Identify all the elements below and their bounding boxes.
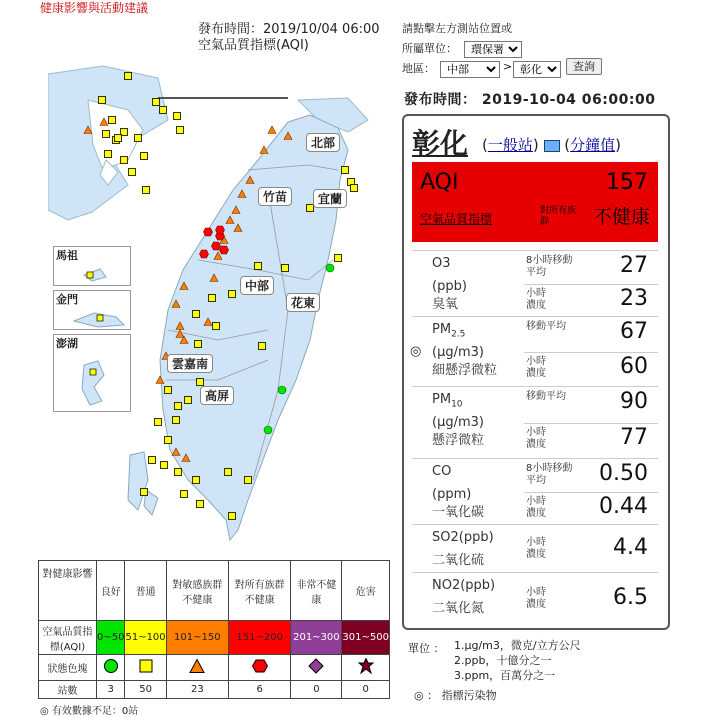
station-marker-moderate[interactable]	[229, 513, 236, 520]
station-marker-unhealthy[interactable]	[204, 228, 213, 236]
pollutant-name	[432, 463, 484, 522]
station-marker-moderate[interactable]	[160, 107, 167, 114]
county-select[interactable]	[513, 58, 561, 78]
conc-label: 小時濃度	[526, 537, 546, 560]
station-marker-moderate[interactable]	[175, 469, 182, 476]
avg-label: 移動平均	[526, 321, 566, 332]
station-marker-moderate[interactable]	[155, 419, 162, 426]
avg-value: 27	[620, 253, 648, 278]
pollutant-row	[412, 458, 658, 524]
legend-row-shape: 狀態色塊	[39, 655, 97, 681]
instruction-text: 請點擊左方測站位置或	[402, 22, 512, 35]
legend-row-aqi: 空氣品質指標(AQI)	[39, 621, 97, 655]
station-marker-unhealthy[interactable]	[212, 242, 221, 250]
aqi-label: AQI	[420, 170, 459, 195]
inset-matsu[interactable]	[53, 246, 131, 286]
legend-count: 23	[166, 681, 228, 699]
legend-level-label: 良好	[97, 561, 125, 621]
region-label-gaoping[interactable]: 高屏	[200, 386, 234, 405]
station-marker-good[interactable]	[326, 264, 334, 272]
aqi-status: 不健康	[592, 206, 650, 228]
pollutant-chinese-name: 二氧化氮	[432, 600, 485, 616]
station-marker-moderate[interactable]	[335, 255, 342, 262]
legend-triangle-icon	[166, 655, 228, 681]
map-publish-time: 發布時間：2019/10/04 06:00	[198, 22, 380, 37]
aqi-box	[412, 162, 658, 242]
station-marker-moderate[interactable]	[255, 263, 262, 270]
conc-value: 23	[620, 286, 648, 311]
station-marker-moderate[interactable]	[213, 323, 220, 330]
station-marker-moderate[interactable]	[174, 113, 181, 120]
station-type: (一般站) (分鐘值)	[482, 136, 621, 154]
legend-count: 0	[342, 681, 390, 699]
pollutant-chinese-name: 臭氧	[432, 296, 459, 312]
pollutant-row	[412, 524, 658, 572]
region-label-zhumiao[interactable]: 竹苗	[258, 187, 292, 206]
station-marker-good[interactable]	[264, 426, 272, 434]
health-advice-link[interactable]: 健康影響與活動建議	[40, 1, 149, 15]
region-label: 地區：	[402, 62, 435, 75]
avg-value: 0.50	[599, 461, 648, 486]
pollutant-unit: (ppm)	[432, 486, 472, 502]
agency-select[interactable]	[464, 38, 522, 58]
region-label-central[interactable]: 中部	[240, 276, 274, 295]
station-marker-moderate[interactable]	[209, 295, 216, 302]
legend-header: 對健康影響	[39, 561, 97, 621]
station-marker-moderate[interactable]	[103, 131, 110, 138]
station-marker-moderate[interactable]	[177, 127, 184, 134]
pollutant-row	[412, 572, 658, 624]
indicator-marker: ◎	[410, 344, 422, 359]
station-marker-moderate[interactable]	[121, 157, 128, 164]
aqi-value: 157	[606, 170, 648, 195]
station-marker-unhealthy[interactable]	[200, 250, 209, 258]
arrow-separator: >	[503, 60, 513, 73]
region-select[interactable]	[440, 58, 500, 78]
station-marker-moderate[interactable]	[135, 135, 142, 142]
station-marker-moderate[interactable]	[143, 187, 150, 194]
conc-label: 小時濃度	[526, 356, 546, 379]
conc-label: 小時濃度	[526, 496, 546, 519]
conc-label: 小時濃度	[526, 587, 546, 610]
station-marker-moderate[interactable]	[141, 489, 148, 496]
query-button[interactable]: 查詢	[566, 58, 602, 75]
row-divider	[524, 492, 658, 493]
station-marker-moderate[interactable]	[161, 462, 168, 469]
legend-range: 151~200	[229, 621, 291, 655]
pollutant-symbol: PM	[432, 392, 452, 407]
station-marker-moderate[interactable]	[185, 397, 192, 404]
station-marker-moderate[interactable]	[259, 343, 266, 350]
legend-circle-icon	[97, 655, 125, 681]
legend-level-label: 對敏感族群不健康	[166, 561, 228, 621]
conc-label: 小時濃度	[526, 427, 546, 450]
legend-square-icon	[125, 655, 166, 681]
avg-value: 67	[620, 319, 648, 344]
map-index-name: 空氣品質指標(AQI)	[198, 38, 309, 53]
marker-note: ◎ ： 指標污染物	[414, 689, 497, 702]
station-marker-good[interactable]	[278, 386, 286, 394]
station-panel	[402, 114, 670, 630]
station-marker-moderate[interactable]	[165, 387, 172, 394]
pollutant-name	[432, 577, 495, 618]
row-divider	[524, 352, 658, 353]
region-label-huadong[interactable]: 花東	[286, 293, 320, 312]
agency-label: 所屬單位：	[402, 42, 457, 55]
aqi-legend-table	[38, 560, 390, 699]
aqi-full-name: 空氣品質指標	[420, 212, 493, 226]
station-marker-moderate[interactable]	[229, 291, 236, 298]
pollutant-symbol: SO2(ppb)	[432, 530, 494, 545]
conc-value: 60	[620, 354, 648, 379]
unit-line-1: 1.μg/m3，微克/立方公尺	[454, 639, 581, 652]
legend-range: 101~150	[166, 621, 228, 655]
invalid-data-note: ◎ 有效數據不足：0站	[40, 706, 139, 717]
chart-icon[interactable]	[544, 140, 560, 152]
region-label-yunjianan[interactable]: 雲嘉南	[167, 354, 213, 373]
station-type-link[interactable]: 一般站	[487, 136, 533, 154]
pollutant-symbol: NO2(ppb)	[432, 578, 496, 593]
station-marker-moderate[interactable]	[245, 477, 252, 484]
penghu-island	[54, 335, 132, 413]
legend-level-label: 危害	[342, 561, 390, 621]
legend-range: 301~500	[342, 621, 390, 655]
legend-count: 3	[97, 681, 125, 699]
pollutant-chinese-name: 一氧化碳	[432, 504, 485, 520]
pollutant-row	[412, 316, 658, 386]
station-marker-moderate[interactable]	[197, 501, 204, 508]
pollutant-chinese-name: 細懸浮微粒	[432, 362, 498, 378]
avg-value: 90	[620, 389, 648, 414]
legend-count: 50	[125, 681, 166, 699]
legend-hexagon-icon	[229, 655, 291, 681]
pollutant-symbol: CO	[432, 464, 452, 479]
inset-label: 金門	[56, 293, 78, 306]
avg-label: 8小時移動平均	[526, 463, 573, 486]
units-lines	[454, 638, 581, 683]
legend-diamond-icon	[291, 655, 342, 681]
pollutant-row	[412, 250, 658, 316]
station-marker-moderate[interactable]	[193, 477, 200, 484]
conc-value: 6.5	[613, 585, 648, 610]
legend-count: 0	[291, 681, 342, 699]
unit-line-2: 2.ppb，十億分之一	[454, 654, 552, 667]
station-marker-moderate[interactable]	[282, 265, 289, 272]
legend-range: 201~300	[291, 621, 342, 655]
pollutant-table	[412, 250, 658, 628]
station-marker-moderate[interactable]	[129, 169, 136, 176]
pollutant-unit: (μg/m3)	[432, 414, 484, 430]
conc-value: 77	[620, 425, 648, 450]
inset-kinmen[interactable]	[53, 290, 131, 330]
conc-value: 4.4	[613, 535, 648, 560]
pollutant-symbol: O3	[432, 256, 451, 271]
region-label-yilan[interactable]: 宜蘭	[313, 189, 347, 208]
pollutant-name	[432, 321, 497, 380]
pollutant-name	[432, 391, 484, 450]
pollutant-subscript: 2.5	[451, 329, 466, 340]
legend-level-label: 對所有族群不健康	[229, 561, 291, 621]
unit-line-3: 3.ppm，百萬分之一	[454, 669, 556, 682]
station-marker-moderate[interactable]	[165, 437, 172, 444]
station-marker-moderate[interactable]	[173, 417, 180, 424]
row-divider	[524, 284, 658, 285]
conc-value: 0.44	[599, 494, 648, 519]
minute-value-link[interactable]: 分鐘值	[570, 136, 616, 154]
region-label-north[interactable]: 北部	[306, 133, 340, 152]
legend-row-count: 站數	[39, 681, 97, 699]
pollutant-symbol: PM	[432, 322, 452, 337]
station-marker-moderate[interactable]	[351, 185, 358, 192]
station-marker-moderate[interactable]	[141, 153, 148, 160]
pollutant-name	[432, 255, 467, 314]
pollutant-unit: (ppb)	[432, 278, 467, 294]
units-label: 單位 ：	[408, 642, 445, 655]
station-name: 彰化	[412, 127, 469, 160]
station-marker-moderate[interactable]	[181, 491, 188, 498]
legend-count: 6	[229, 681, 291, 699]
station-marker-moderate[interactable]	[109, 117, 116, 124]
station-marker-sensitive[interactable]	[268, 126, 276, 134]
station-marker-moderate[interactable]	[99, 97, 106, 104]
publish-time-right: 發布時間： 2019-10-04 06:00:00	[404, 92, 656, 108]
station-marker-moderate[interactable]	[149, 457, 156, 464]
inset-penghu[interactable]	[53, 334, 131, 412]
station-marker-unhealthy[interactable]	[216, 226, 225, 234]
pollutant-row	[412, 386, 658, 458]
station-marker-unhealthy[interactable]	[220, 246, 229, 254]
station-marker-moderate[interactable]	[197, 379, 204, 386]
kinmen-island	[54, 291, 132, 331]
inset-label: 馬祖	[56, 249, 78, 262]
legend-range: 51~100	[125, 621, 166, 655]
pollutant-chinese-name: 懸浮微粒	[432, 432, 485, 448]
station-marker-moderate[interactable]	[125, 73, 132, 80]
legend-range: 0~50	[97, 621, 125, 655]
station-marker-moderate[interactable]	[115, 135, 122, 142]
avg-label: 8小時移動平均	[526, 255, 573, 278]
matsu-island	[54, 247, 132, 287]
legend-star-icon	[342, 655, 390, 681]
group-label: 對所有族群	[540, 206, 577, 227]
pollutant-name	[432, 529, 494, 570]
conc-label: 小時濃度	[526, 288, 546, 311]
station-marker-moderate[interactable]	[193, 311, 200, 318]
station-marker-moderate[interactable]	[153, 99, 160, 106]
legend-level-label: 非常不健康	[291, 561, 342, 621]
station-marker-moderate[interactable]	[195, 341, 202, 348]
station-marker-moderate[interactable]	[105, 151, 112, 158]
legend-level-label: 普通	[125, 561, 166, 621]
station-marker-moderate[interactable]	[342, 167, 349, 174]
row-divider	[524, 423, 658, 424]
pollutant-chinese-name: 二氧化硫	[432, 552, 485, 568]
pollutant-unit: (μg/m3)	[432, 344, 484, 360]
station-marker-moderate[interactable]	[175, 403, 182, 410]
inset-label: 澎湖	[56, 337, 78, 350]
station-marker-moderate[interactable]	[225, 469, 232, 476]
avg-label: 移動平均	[526, 391, 566, 402]
pollutant-subscript: 10	[451, 399, 463, 410]
